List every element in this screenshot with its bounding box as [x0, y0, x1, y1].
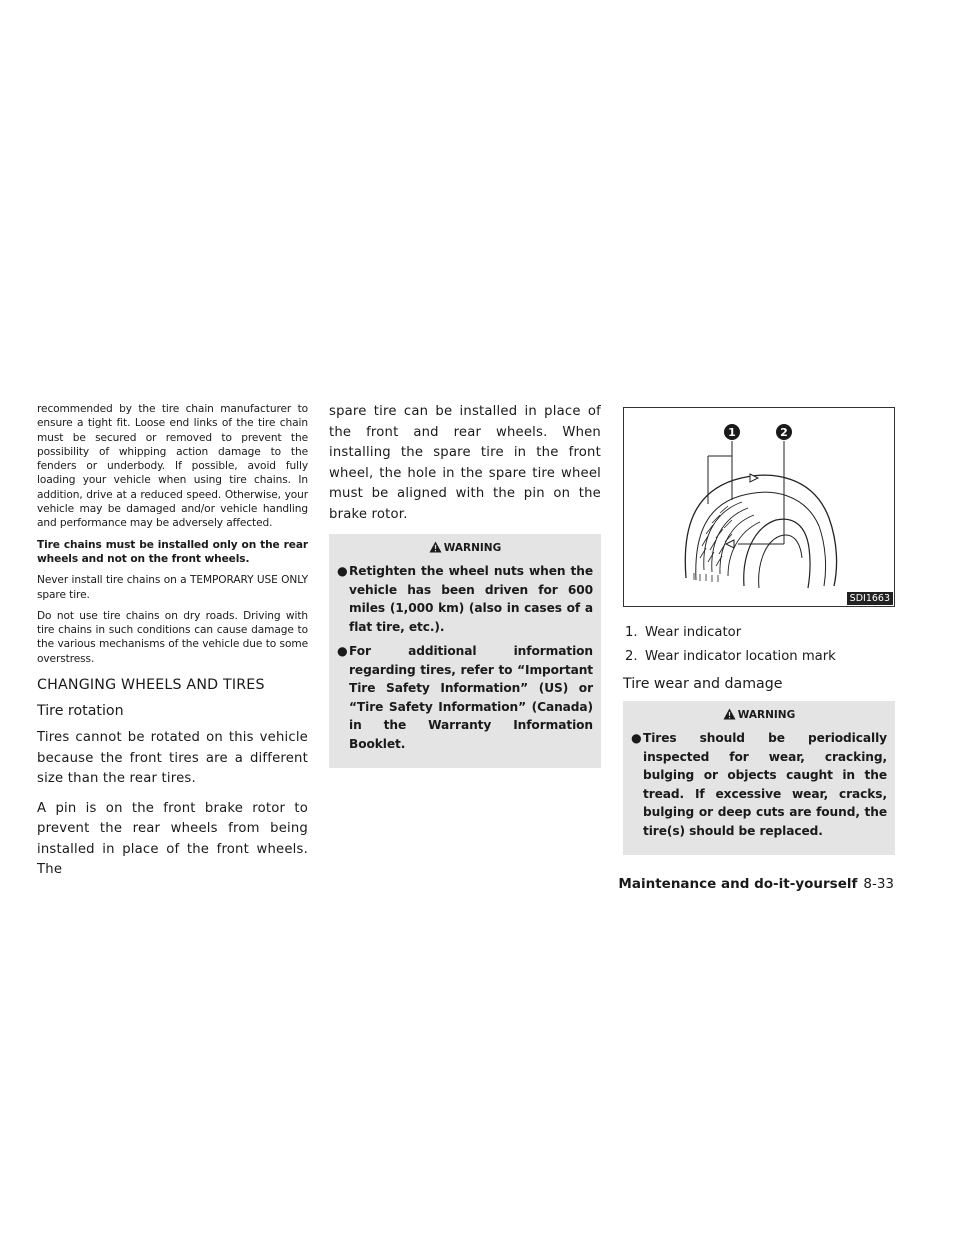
bullet-icon: ●	[337, 644, 348, 658]
column-right	[623, 402, 895, 855]
paragraph-dry-roads: Do not use tire chains on dry roads. Driving with tire chains in such conditions can cause damage to the various mechanisms of the vehicle due to some overstress.	[37, 609, 308, 665]
page-footer	[618, 876, 894, 892]
warning-item: ● Tires should be periodically inspected for wear, cracking, bulging or objects caught in the tread. If excessive wear, cracks, bulging or deep cuts are found, the tire(s) should be replaced.	[631, 731, 887, 838]
warning-box	[329, 534, 601, 768]
legend-item-wear-indicator: 1. Wear indicator	[625, 625, 742, 640]
warning-box	[623, 701, 895, 855]
paragraph-spare-tire: spare tire can be installed in place of the front and rear wheels. When installing the spare tire in the front wheel, the hole in the spare tire wheel must be aligned with the pin on the brake rotor.	[329, 404, 601, 522]
figure-code: SDI1663	[847, 592, 893, 605]
warning-item: ● Retighten the wheel nuts when the vehicle has been driven for 600 miles (1,000 km) (also in cases of a flat tire, etc.).	[337, 564, 593, 634]
paragraph-temporary-spare: Never install tire chains on a TEMPORARY USE ONLY spare tire.	[37, 574, 308, 601]
subheading-tire-rotation: Tire rotation	[37, 703, 124, 720]
warning-title: WARNING	[631, 707, 887, 723]
legend-item-location-mark: 2. Wear indicator location mark	[625, 649, 836, 664]
footer-section-title: Maintenance and do-it-yourself	[618, 876, 858, 892]
bullet-icon: ●	[337, 564, 348, 578]
paragraph-rotation: Tires cannot be rotated on this vehicle because the front tires are a different size than the rear tires.	[37, 730, 308, 787]
page-number: 8-33	[863, 876, 894, 892]
paragraph-rear-wheels-only: Tire chains must be installed only on the rear wheels and not on the front wheels.	[37, 538, 308, 565]
warning-triangle-icon	[723, 708, 736, 720]
callout-2-label: 2	[780, 426, 788, 439]
warning-title: WARNING	[337, 540, 593, 556]
paragraph-tire-chain-fit: recommended by the tire chain manufacturer to ensure a tight fit. Loose end links of the tire chain must be secured or removed to prevent the possibility of whipping action damage to the fenders or underbody. If possible, avoid fully loading your vehicle when using tire chains. In addition, drive at a reduced speed. Otherwise, your vehicle may be damaged and/or vehicle handling and performance may be adversely affected.	[37, 403, 308, 530]
column-middle	[329, 402, 601, 768]
warning-triangle-icon	[429, 541, 442, 553]
bullet-icon: ●	[631, 731, 642, 745]
column-left	[37, 402, 308, 890]
paragraph-brake-pin: A pin is on the front brake rotor to prevent the rear wheels from being installed in place of the front wheels. The	[37, 800, 308, 878]
callout-1-label: 1	[728, 426, 736, 439]
section-heading: CHANGING WHEELS AND TIRES	[37, 677, 265, 694]
tire-wear-indicator-figure	[623, 407, 895, 607]
tire-illustration	[624, 408, 894, 606]
warning-item: ● For additional information regarding tires, refer to “Important Tire Safety Information” (US) or “Tire Safety Information” (Canada) in the Warranty Information Booklet.	[337, 644, 593, 751]
subheading-tire-wear: Tire wear and damage	[623, 676, 783, 692]
